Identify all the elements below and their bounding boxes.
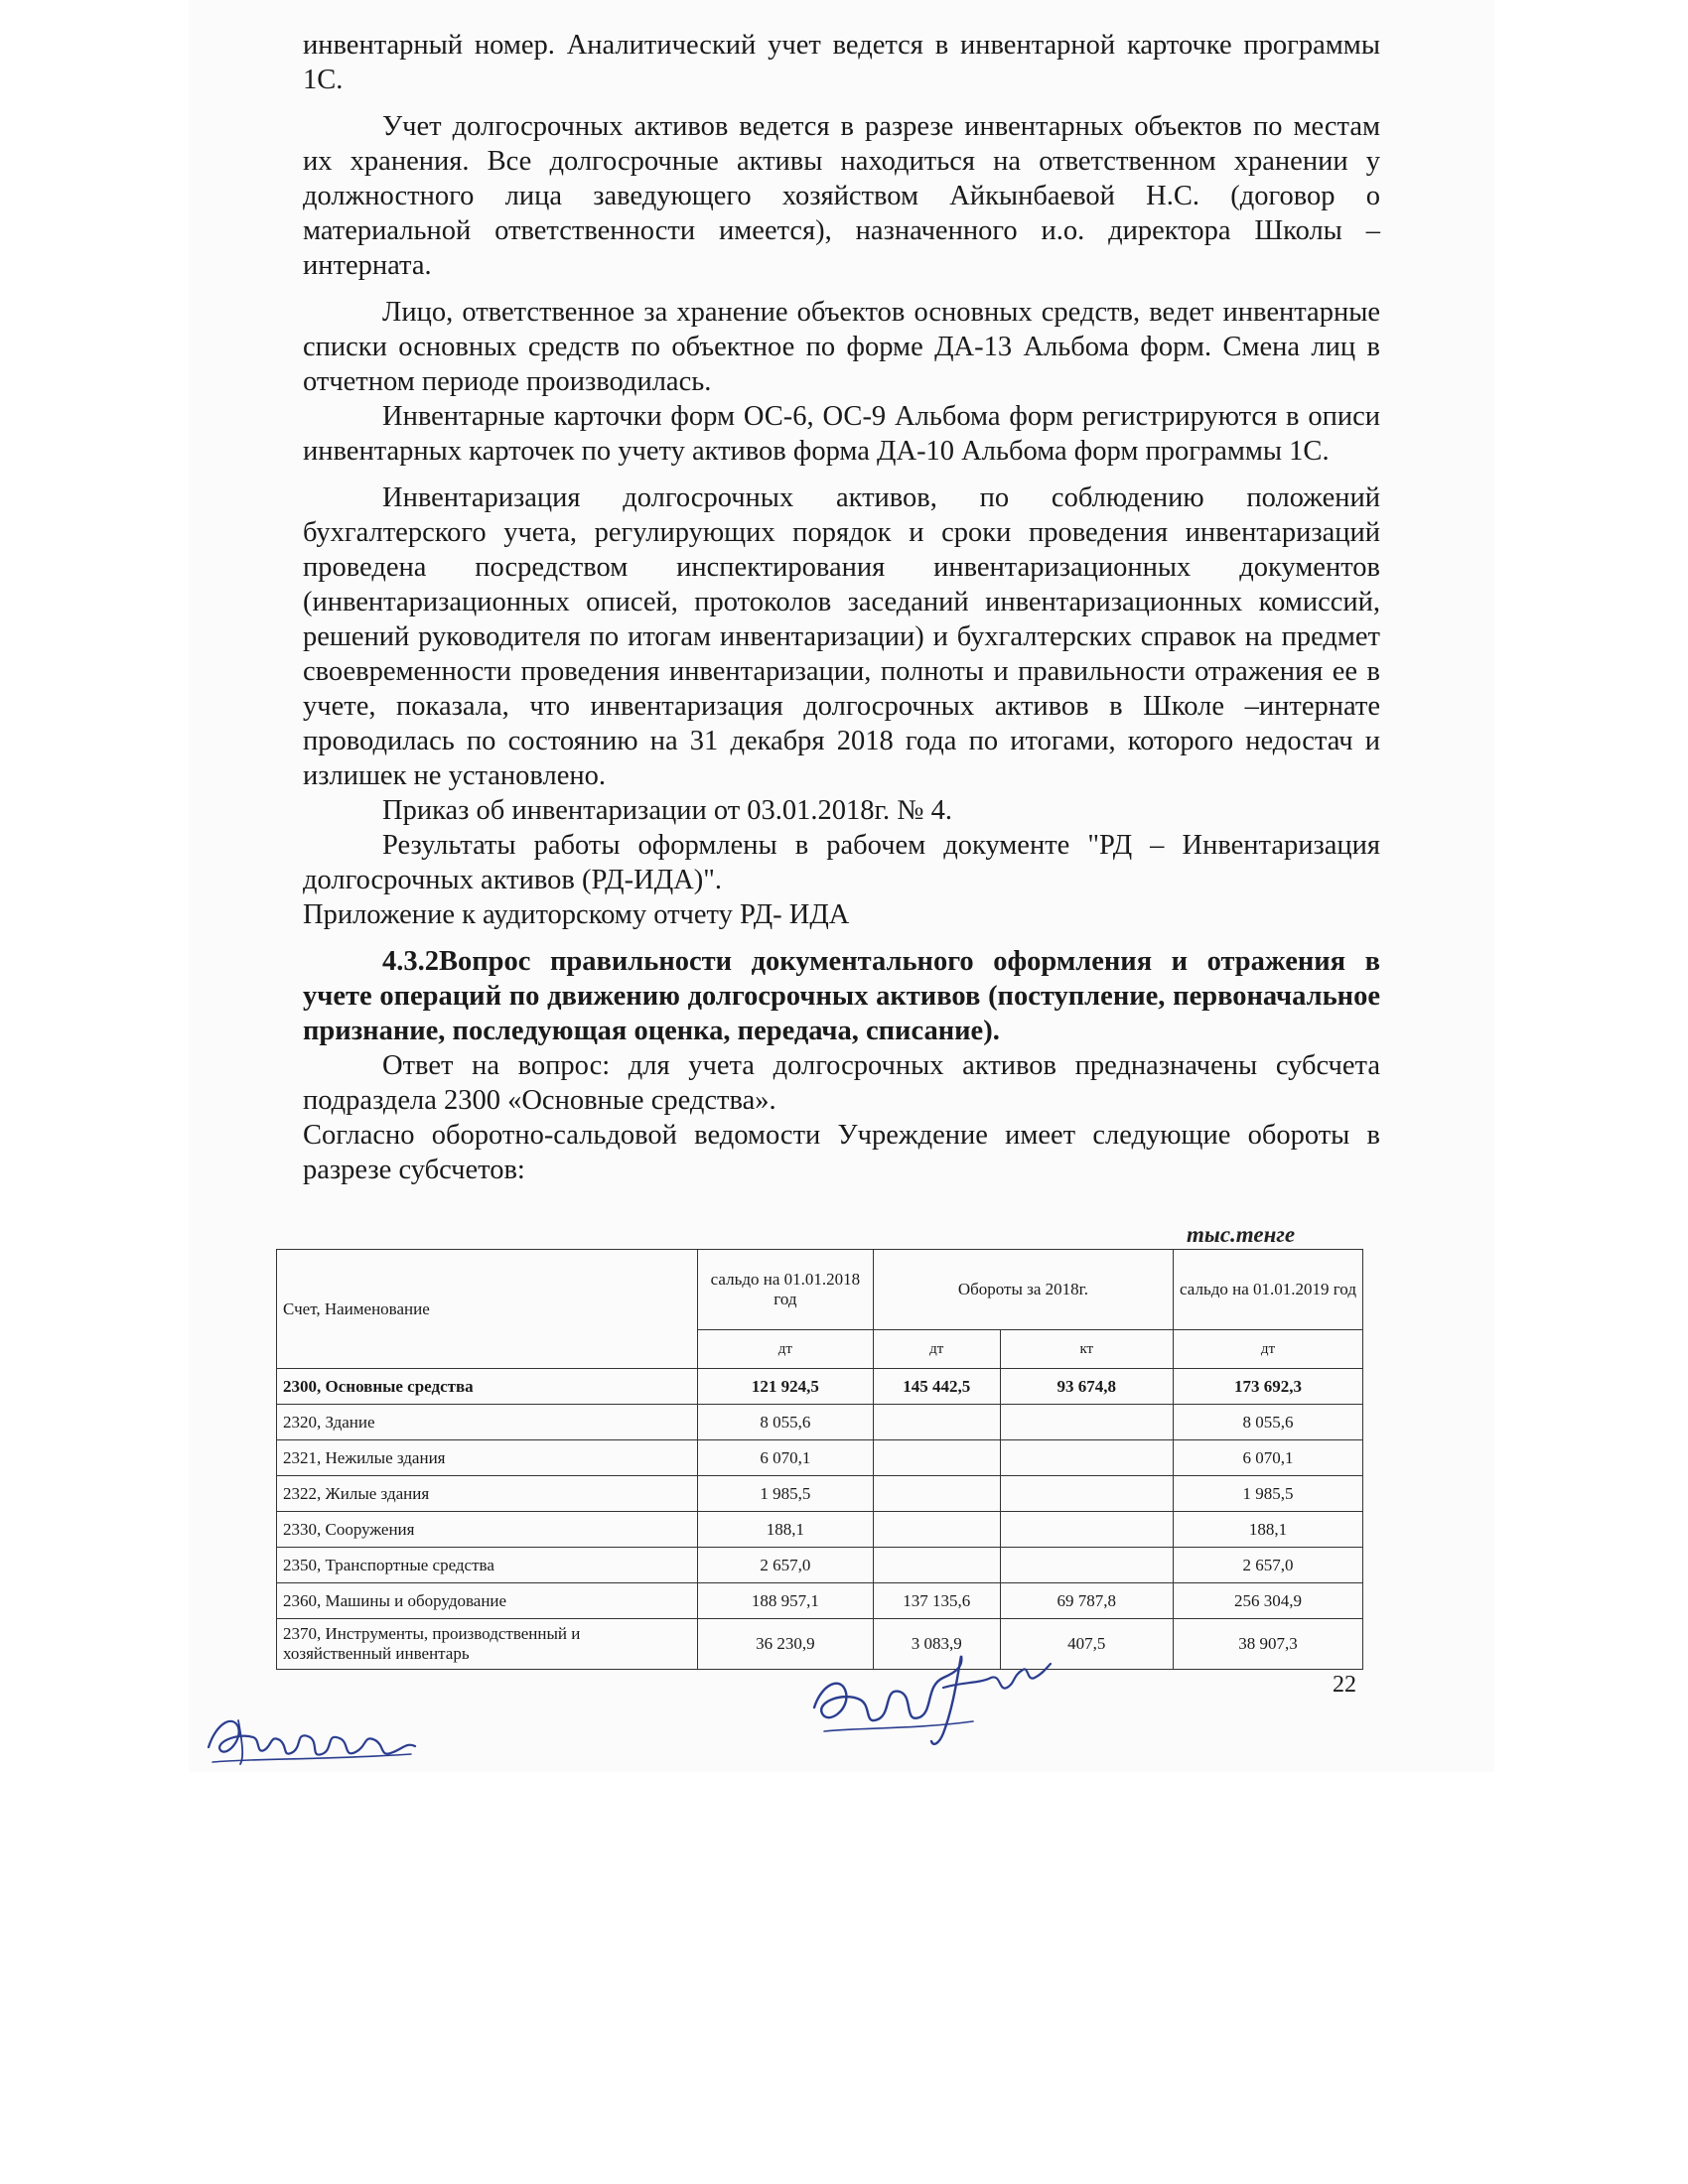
cell-dt: 137 135,6 [873,1583,1000,1619]
cell-closing: 256 304,9 [1174,1583,1363,1619]
header-opening: сальдо на 01.01.2018 год [697,1250,873,1330]
cell-kt: 69 787,8 [1000,1583,1173,1619]
subheader-dt: дт [1174,1330,1363,1369]
cell-name: 2300, Основные средства [277,1369,698,1405]
cell-closing: 2 657,0 [1174,1548,1363,1583]
cell-closing: 1 985,5 [1174,1476,1363,1512]
paragraph: Учет долгосрочных активов ведется в разрезе инвентарных объектов по местам их хранения. Все долгосрочные активы находиться на ответственном хранении у должностного лица заведующего хозяйством Айкынбаевой Н.С. (договор о материальной ответственности имеется), назначенного и.о. директора Школы – интерната. [303,111,1380,281]
paragraph: инвентарный номер. Аналитический учет ведется в инвентарной карточке программы 1С. [303,30,1380,95]
cell-opening: 1 985,5 [697,1476,873,1512]
table-row [277,1476,1363,1512]
cell-kt [1000,1512,1173,1548]
cell-kt [1000,1476,1173,1512]
subheader-dt: дт [873,1330,1000,1369]
paragraph: Согласно оборотно-сальдовой ведомости Учреждение имеет следующие обороты в разрезе субсчетов: [303,1120,1380,1185]
cell-kt: 93 674,8 [1000,1369,1173,1405]
paragraph: Ответ на вопрос: для учета долгосрочных активов предназначены субсчета подраздела 2300 «Основные средства». [303,1050,1380,1116]
cell-opening: 8 055,6 [697,1405,873,1440]
document-body [303,28,1380,1187]
cell-dt [873,1476,1000,1512]
cell-name: 2320, Здание [277,1405,698,1440]
turnover-table [276,1249,1363,1670]
header-closing: сальдо на 01.01.2019 год [1174,1250,1363,1330]
table-row [277,1583,1363,1619]
paragraph: Приказ об инвентаризации от 03.01.2018г. № 4. [382,795,952,826]
cell-name: 2322, Жилые здания [277,1476,698,1512]
paragraph: Приложение к аудиторскому отчету РД- ИДА [303,899,850,930]
cell-opening: 36 230,9 [697,1619,873,1670]
table-row [277,1512,1363,1548]
table-header-row [277,1250,1363,1330]
cell-closing: 8 055,6 [1174,1405,1363,1440]
cell-name: 2360, Машины и оборудование [277,1583,698,1619]
cell-opening: 121 924,5 [697,1369,873,1405]
units-label: тыс.тенге [1187,1222,1296,1247]
table-row [277,1548,1363,1583]
cell-kt [1000,1405,1173,1440]
cell-kt [1000,1440,1173,1476]
subheader-dt: дт [697,1330,873,1369]
subheader-kt: кт [1000,1330,1173,1369]
table-row [277,1440,1363,1476]
cell-dt [873,1548,1000,1583]
header-account: Счет, Наименование [277,1250,698,1369]
cell-opening: 2 657,0 [697,1548,873,1583]
paragraph: Инвентарные карточки форм ОС-6, ОС-9 Альбома форм регистрируются в описи инвентарных карточек по учету активов форма ДА-10 Альбома форм программы 1С. [303,401,1380,467]
cell-dt: 3 083,9 [873,1619,1000,1670]
paragraph: Инвентаризация долгосрочных активов, по соблюдению положений бухгалтерского учета, регулирующих порядок и сроки проведения инвентаризаций проведена посредством инспектирования инвентаризационных документов (инвентаризационных описей, протоколов заседаний инвентаризационных комиссий, решений руководителя по итогам инвентаризации) и бухгалтерских справок на предмет своевременности проведения инвентаризации, полноты и правильности отражения ее в учете, показала, что инвентаризация долгосрочных активов в Школе –интернате проводилась по состоянию на 31 декабря 2018 года по итогами, которого недостач и излишек не установлено. [303,482,1380,791]
cell-dt [873,1512,1000,1548]
cell-closing: 173 692,3 [1174,1369,1363,1405]
cell-opening: 6 070,1 [697,1440,873,1476]
cell-name: 2330, Сооружения [277,1512,698,1548]
cell-name: 2321, Нежилые здания [277,1440,698,1476]
paragraph: Лицо, ответственное за хранение объектов основных средств, ведет инвентарные списки основных средств по объектное по форме ДА-13 Альбома форм. Смена лиц в отчетном периоде производилась. [303,297,1380,397]
paragraph: Результаты работы оформлены в рабочем документе "РД – Инвентаризация долгосрочных активов (РД-ИДА)". [303,830,1380,895]
cell-opening: 188,1 [697,1512,873,1548]
cell-kt: 407,5 [1000,1619,1173,1670]
cell-closing: 38 907,3 [1174,1619,1363,1670]
cell-opening: 188 957,1 [697,1583,873,1619]
cell-dt: 145 442,5 [873,1369,1000,1405]
cell-dt [873,1440,1000,1476]
page-number: 22 [1333,1672,1356,1698]
table-row [277,1405,1363,1440]
cell-kt [1000,1548,1173,1583]
signature-center [794,1648,1062,1757]
cell-dt [873,1405,1000,1440]
signature-left [199,1703,427,1777]
cell-closing: 188,1 [1174,1512,1363,1548]
cell-name: 2350, Транспортные средства [277,1548,698,1583]
table-row [277,1369,1363,1405]
header-turnover: Обороты за 2018г. [873,1250,1173,1330]
section-heading: 4.3.2Вопрос правильности документального оформления и отражения в учете операций по движению долгосрочных активов (поступление, первоначальное признание, последующая оценка, передача, списание). [303,946,1380,1046]
cell-closing: 6 070,1 [1174,1440,1363,1476]
cell-name: 2370, Инструменты, производственный и хозяйственный инвентарь [277,1619,698,1670]
